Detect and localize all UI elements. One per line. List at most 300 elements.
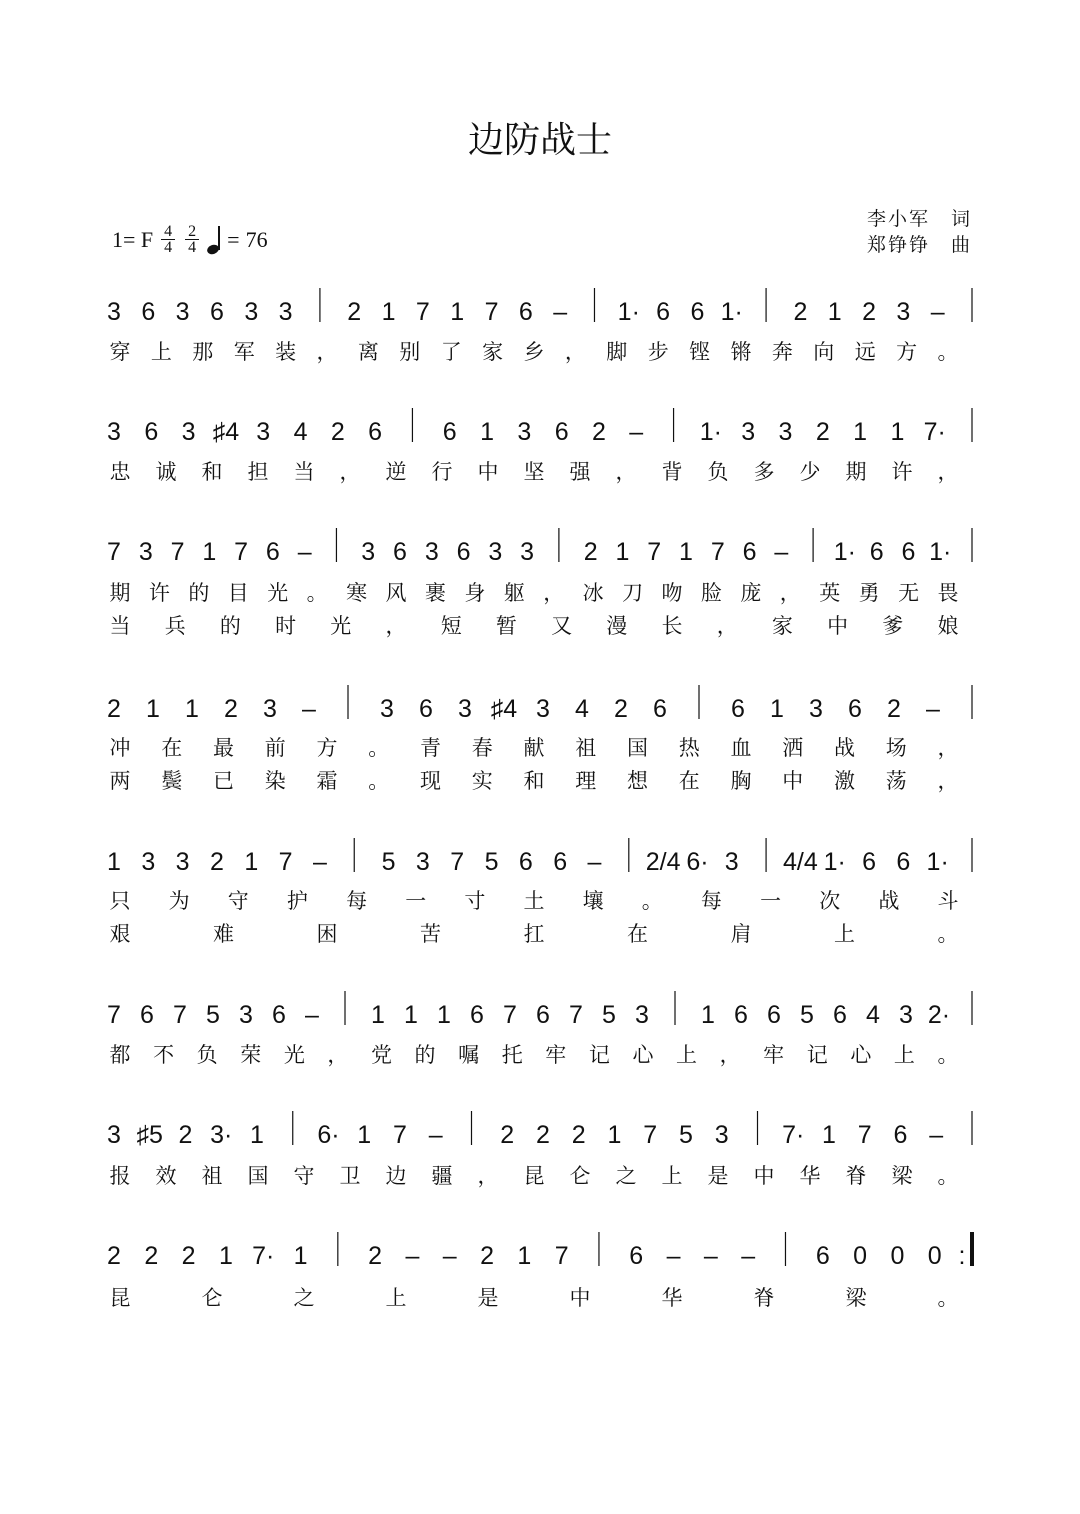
lyric-char: 中 <box>782 769 804 793</box>
lyric-char: 逆 <box>385 460 407 484</box>
jianpu-note: 1 <box>770 695 784 723</box>
lyric-char: 托 <box>501 1043 523 1067</box>
lyric-char: 又 <box>551 614 573 638</box>
lyric-char: 离 <box>357 340 379 364</box>
lyric-char: 每 <box>700 889 722 913</box>
jianpu-note: 0 <box>853 1242 868 1270</box>
jianpu-note: 3 <box>520 538 535 566</box>
lyric-char: 铿 <box>689 340 711 364</box>
lyric-char: 多 <box>753 460 775 484</box>
notation-line <box>0 991 1080 1041</box>
dash-note: – <box>428 1121 443 1149</box>
lyric-char: 战 <box>834 736 855 760</box>
lyric-char: 只 <box>109 889 131 913</box>
jianpu-note: 2 <box>536 1121 550 1149</box>
lyric-char: 牢 <box>763 1043 785 1067</box>
jianpu-note: 1 <box>822 1121 836 1149</box>
lyric-char: 想 <box>627 769 648 793</box>
lyric-char: 在 <box>678 769 700 793</box>
lyric-char: 许 <box>148 581 170 605</box>
jianpu-note: 5 <box>381 848 396 876</box>
jianpu-note: 2 <box>815 418 830 446</box>
jianpu-note: 1 <box>450 298 465 326</box>
lyric-char: 献 <box>523 736 545 760</box>
lyric-char: 现 <box>420 769 441 793</box>
jianpu-note: 1· <box>926 848 949 876</box>
lyric-char: 战 <box>878 889 900 913</box>
lyric-char: 一 <box>760 889 782 913</box>
lyric-char: 两 <box>109 769 131 793</box>
jianpu-note: 6 <box>144 418 159 446</box>
lyric-char: 都 <box>109 1043 131 1067</box>
lyric-char: 壤 <box>582 889 604 913</box>
lyric-char: 场 <box>885 736 907 760</box>
lyric-char: ， <box>316 340 338 364</box>
jianpu-note: 6 <box>272 1001 286 1029</box>
lyric-char: 强 <box>569 460 591 484</box>
jianpu-note: 3 <box>263 695 277 723</box>
lyric-char: 远 <box>854 340 876 364</box>
lyric-char: 脸 <box>700 581 722 605</box>
jianpu-note: 7 <box>710 538 725 566</box>
notation-line <box>0 685 1080 735</box>
lyric-char: 。 <box>937 340 959 364</box>
jianpu-note: 4/4 <box>783 848 818 876</box>
jianpu-note: 3 <box>141 848 156 876</box>
lyric-char: 染 <box>264 769 286 793</box>
lyric-char: 刀 <box>622 581 644 605</box>
jianpu-note: 2 <box>793 298 808 326</box>
lyric-char: 锵 <box>730 340 752 364</box>
quarter-note-icon <box>207 226 221 254</box>
jianpu-note: 3 <box>256 418 271 446</box>
jianpu-note: 3· <box>210 1121 233 1149</box>
repeat-dots: : <box>958 1242 966 1270</box>
jianpu-note: 2 <box>107 695 121 723</box>
lyric-char: 方 <box>896 340 918 364</box>
jianpu-note: 7 <box>170 538 185 566</box>
jianpu-note: 6 <box>734 1001 748 1029</box>
jianpu-note: 4 <box>293 418 308 446</box>
jianpu-note: 2 <box>571 1121 586 1149</box>
jianpu-note: 7· <box>923 418 946 446</box>
jianpu-note: 2 <box>181 1242 196 1270</box>
lyric-char: 仑 <box>201 1286 223 1310</box>
lyric-char: 华 <box>799 1164 821 1188</box>
lyric-char: 青 <box>420 736 441 760</box>
jianpu-note: 1· <box>823 848 846 876</box>
jianpu-note: 6 <box>742 538 757 566</box>
lyric-char: ， <box>779 581 801 605</box>
jianpu-note: 6 <box>656 298 671 326</box>
lyric-char: 卫 <box>339 1164 361 1188</box>
lyric-char: 光 <box>330 614 352 638</box>
lyric-char: 装 <box>275 340 297 364</box>
lyric-char: 心 <box>850 1043 872 1067</box>
jianpu-note: 2 <box>107 1242 121 1270</box>
key-signature <box>112 224 268 255</box>
lyric-char: 英 <box>819 581 841 605</box>
jianpu-note: 1 <box>437 1001 451 1029</box>
lyric-char: 苦 <box>420 922 441 946</box>
lyric-char: 奔 <box>771 340 793 364</box>
jianpu-note: 3 <box>278 298 293 326</box>
jianpu-note: 6 <box>368 418 383 446</box>
lyric-char: 一 <box>405 889 427 913</box>
lyric-char: 在 <box>627 922 648 946</box>
lyric-char: 国 <box>247 1164 269 1188</box>
jianpu-note: 3 <box>778 418 793 446</box>
jianpu-note: 7 <box>234 538 249 566</box>
lyric-char: 。 <box>368 769 390 793</box>
jianpu-note: ♯5 <box>136 1121 163 1149</box>
jianpu-note: 7 <box>484 298 499 326</box>
jianpu-note: 6 <box>265 538 280 566</box>
jianpu-note: 7 <box>554 1242 569 1270</box>
jianpu-note: 1 <box>146 695 160 723</box>
lyric-char: 光 <box>283 1043 305 1067</box>
lyric-char: 守 <box>227 889 249 913</box>
jianpu-note: 3 <box>635 1001 649 1029</box>
lyric-char: 身 <box>464 581 486 605</box>
jianpu-note: 6 <box>815 1242 830 1270</box>
jianpu-note: 3 <box>899 1001 913 1029</box>
lyric-char: 。 <box>937 1286 959 1310</box>
jianpu-note: 6 <box>442 418 457 446</box>
lyric-char: 爹 <box>882 614 904 638</box>
lyric-line <box>0 336 1080 370</box>
lyric-char: 。 <box>937 922 959 946</box>
lyric-char: 吻 <box>661 581 683 605</box>
lyric-char: 负 <box>707 460 729 484</box>
jianpu-note: 7 <box>415 298 430 326</box>
lyric-char: 脊 <box>845 1164 867 1188</box>
jianpu-note: 6 <box>536 1001 550 1029</box>
dash-note: – <box>774 538 789 566</box>
lyric-char: 和 <box>523 769 545 793</box>
dash-note: – <box>926 695 940 723</box>
lyric-char: 每 <box>346 889 368 913</box>
lyric-line <box>0 456 1080 490</box>
lyric-char: 理 <box>575 769 597 793</box>
lyric-char: 军 <box>233 340 255 364</box>
lyric-char: 扛 <box>523 922 545 946</box>
lyric-char: 党 <box>370 1043 392 1067</box>
jianpu-note: 0 <box>927 1242 942 1270</box>
lyric-char: 昆 <box>109 1286 131 1310</box>
lyric-char: 。 <box>306 581 328 605</box>
lyric-char: 前 <box>264 736 286 760</box>
jianpu-note: 3 <box>107 1121 121 1149</box>
jianpu-note: 3 <box>175 848 190 876</box>
lyric-char: ， <box>385 614 407 638</box>
jianpu-note: ♯4 <box>212 418 240 446</box>
jianpu-note: 7 <box>569 1001 583 1029</box>
jianpu-note: 2 <box>210 848 224 876</box>
jianpu-note: 1 <box>679 538 693 566</box>
dash-note: – <box>741 1242 756 1270</box>
lyric-char: 荣 <box>240 1043 262 1067</box>
jianpu-note: 2 <box>583 538 598 566</box>
jianpu-note: 4 <box>575 695 589 723</box>
lyric-char: 负 <box>196 1043 218 1067</box>
lyric-char: 裹 <box>424 581 446 605</box>
jianpu-note: 5 <box>484 848 499 876</box>
jianpu-note: 7· <box>252 1242 275 1270</box>
jianpu-note: 1 <box>250 1121 264 1149</box>
jianpu-note: ♯4 <box>490 695 518 723</box>
jianpu-note: 3 <box>809 695 823 723</box>
jianpu-note: 6· <box>317 1121 340 1149</box>
jianpu-note: 5 <box>206 1001 220 1029</box>
lyric-char: 步 <box>647 340 669 364</box>
lyric-char: 家 <box>482 340 504 364</box>
jianpu-note: 6 <box>210 298 224 326</box>
lyric-char: 风 <box>385 581 407 605</box>
jianpu-note: 1· <box>699 418 722 446</box>
lyric-line <box>0 1039 1080 1073</box>
lyric-char: 期 <box>109 581 131 605</box>
composer-credit: 郑铮铮 曲 <box>866 234 972 256</box>
lyric-char: 仑 <box>569 1164 591 1188</box>
lyric-char: 兵 <box>164 614 186 638</box>
jianpu-note: 7 <box>107 538 121 566</box>
jianpu-note: 2 <box>224 695 238 723</box>
lyric-char: 诚 <box>155 460 177 484</box>
jianpu-note: 7 <box>857 1121 872 1149</box>
jianpu-note: 7 <box>503 1001 517 1029</box>
dash-note: – <box>703 1242 718 1270</box>
lyric-char: 血 <box>730 736 752 760</box>
jianpu-note: 3 <box>181 418 196 446</box>
jianpu-note: 2 <box>368 1242 383 1270</box>
jianpu-note: 2 <box>862 298 876 326</box>
jianpu-note: 2 <box>887 695 901 723</box>
lyric-char: 期 <box>845 460 867 484</box>
lyric-char: 是 <box>707 1164 729 1188</box>
notation-line <box>0 1111 1080 1161</box>
time-signature-4-4: $\frac{4}{4}$ <box>161 224 175 255</box>
jianpu-note: 2 <box>144 1242 159 1270</box>
jianpu-note: 3 <box>107 298 121 326</box>
jianpu-note: 6 <box>653 695 667 723</box>
key-label: 1= F <box>112 226 154 252</box>
lyric-char: 上 <box>893 1043 915 1067</box>
notation-line <box>0 528 1080 578</box>
jianpu-note: 6 <box>553 848 568 876</box>
lyric-char: 中 <box>753 1164 775 1188</box>
notation-line <box>0 408 1080 458</box>
dash-note: – <box>405 1242 420 1270</box>
jianpu-note: 2 <box>330 418 345 446</box>
lyric-char: 向 <box>813 340 835 364</box>
jianpu-note: 7 <box>647 538 662 566</box>
lyric-char: 斗 <box>937 889 959 913</box>
jianpu-note: 7 <box>643 1121 658 1149</box>
lyric-char: 困 <box>316 922 338 946</box>
jianpu-note: 7 <box>173 1001 187 1029</box>
lyric-char: ， <box>327 1043 349 1067</box>
jianpu-note: 3 <box>107 418 121 446</box>
lyric-char: 庞 <box>740 581 762 605</box>
lyric-char: 胸 <box>730 769 752 793</box>
lyric-char: 之 <box>293 1286 315 1310</box>
lyric-char: 效 <box>155 1164 177 1188</box>
jianpu-note: 5 <box>679 1121 693 1149</box>
jianpu-note: 6 <box>862 848 876 876</box>
jianpu-note: 3 <box>714 1121 729 1149</box>
jianpu-note: 3 <box>536 695 550 723</box>
jianpu-note: 6 <box>470 1001 484 1029</box>
lyric-line <box>0 577 1080 611</box>
dash-note: – <box>302 695 316 723</box>
lyric-char: 不 <box>153 1043 175 1067</box>
lyric-char: 肩 <box>730 922 752 946</box>
lyric-char: 上 <box>150 340 172 364</box>
lyric-char: 漫 <box>606 614 628 638</box>
jianpu-note: 6 <box>848 695 862 723</box>
jianpu-note: 1 <box>381 298 396 326</box>
lyric-char: 和 <box>201 460 223 484</box>
jianpu-note: 1 <box>517 1242 532 1270</box>
jianpu-note: 6 <box>896 848 911 876</box>
lyric-char: 之 <box>615 1164 637 1188</box>
jianpu-note: 1 <box>701 1001 715 1029</box>
dash-note: – <box>629 418 644 446</box>
jianpu-note: 6 <box>833 1001 847 1029</box>
lyric-char: 上 <box>834 922 855 946</box>
jianpu-note: 6 <box>629 1242 644 1270</box>
lyric-char: ， <box>564 340 586 364</box>
lyric-char: 昆 <box>523 1164 545 1188</box>
jianpu-note: 1 <box>202 538 217 566</box>
jianpu-note: 2 <box>347 298 362 326</box>
lyric-char: 目 <box>227 581 249 605</box>
lyric-char: 实 <box>471 769 493 793</box>
lyric-char: 短 <box>440 614 462 638</box>
lyric-char: 无 <box>898 581 920 605</box>
lyric-char: ， <box>937 736 959 760</box>
notation-line <box>0 1232 1080 1282</box>
jianpu-note: 1 <box>293 1242 308 1270</box>
lyric-char: 。 <box>641 889 663 913</box>
lyric-char: 背 <box>661 460 683 484</box>
jianpu-note: 1 <box>218 1242 233 1270</box>
notation-line <box>0 288 1080 338</box>
lyric-char: ， <box>543 581 565 605</box>
song-title: 边防战士 <box>467 120 612 161</box>
jianpu-note: 3 <box>724 848 739 876</box>
lyric-line <box>0 885 1080 919</box>
jianpu-note: 6 <box>518 848 533 876</box>
lyric-char: 勇 <box>858 581 880 605</box>
lyric-char: 报 <box>109 1164 131 1188</box>
lyric-char: ， <box>937 769 959 793</box>
jianpu-note: 1 <box>480 418 494 446</box>
lyric-char: 暂 <box>495 614 517 638</box>
jianpu-note: 6 <box>140 1001 154 1029</box>
lyric-char: 躯 <box>503 581 525 605</box>
lyric-char: 冰 <box>582 581 604 605</box>
lyric-char: 为 <box>168 889 190 913</box>
jianpu-note: 3 <box>244 298 259 326</box>
lyric-char: 中 <box>477 460 499 484</box>
lyric-char: ， <box>615 460 637 484</box>
jianpu-note: 5 <box>602 1001 616 1029</box>
dash-note: – <box>553 298 568 326</box>
lyric-char: 难 <box>213 922 234 946</box>
lyric-char: 娘 <box>937 614 959 638</box>
lyric-char: 寸 <box>464 889 486 913</box>
jianpu-note: 1· <box>617 298 640 326</box>
lyric-char: 梁 <box>845 1286 867 1310</box>
lyric-line <box>0 732 1080 766</box>
jianpu-note: 1 <box>107 848 121 876</box>
lyric-line <box>0 1160 1080 1194</box>
lyric-char: 方 <box>316 736 338 760</box>
jianpu-note: 3 <box>458 695 472 723</box>
lyric-char: 那 <box>192 340 214 364</box>
lyric-char: 。 <box>368 736 390 760</box>
lyric-char: 乡 <box>523 340 545 364</box>
jianpu-note: 6 <box>901 538 916 566</box>
jianpu-note: 6 <box>690 298 705 326</box>
jianpu-note: 2/4 <box>645 848 681 876</box>
jianpu-note: 1· <box>833 538 856 566</box>
lyric-char: 当 <box>293 460 315 484</box>
tempo-equals: = <box>227 226 240 252</box>
jianpu-note: 6 <box>456 538 471 566</box>
jianpu-note: 6 <box>554 418 569 446</box>
lyric-char: 寒 <box>346 581 368 605</box>
lyric-char: ， <box>937 460 959 484</box>
dash-note: – <box>312 848 327 876</box>
time-signature-2-4: $\frac{2}{4}$ <box>185 224 199 255</box>
lyric-char: 次 <box>819 889 841 913</box>
jianpu-note: 6· <box>686 848 709 876</box>
lyric-char: 家 <box>771 614 793 638</box>
lyric-char: 。 <box>937 1043 959 1067</box>
lyric-char: 边 <box>385 1164 407 1188</box>
jianpu-note: 2 <box>500 1121 515 1149</box>
dash-note: – <box>929 1121 944 1149</box>
jianpu-note: 1 <box>404 1001 418 1029</box>
lyric-char: 忠 <box>109 460 131 484</box>
lyric-char: 中 <box>569 1286 591 1310</box>
lyric-char: 记 <box>588 1043 610 1067</box>
jianpu-note: 1· <box>720 298 743 326</box>
lyric-char: 行 <box>431 460 453 484</box>
jianpu-note: 3 <box>138 538 153 566</box>
lyric-char: 祖 <box>575 736 597 760</box>
jianpu-note: 3 <box>488 538 503 566</box>
jianpu-note: 1 <box>371 1001 385 1029</box>
jianpu-note: 6 <box>393 538 407 566</box>
jianpu-note: 3 <box>380 695 394 723</box>
lyric-char: 的 <box>219 614 241 638</box>
lyric-char: 别 <box>399 340 421 364</box>
jianpu-note: 2 <box>614 695 628 723</box>
jianpu-note: 6 <box>141 298 156 326</box>
lyric-char: 中 <box>827 614 849 638</box>
lyric-char: 少 <box>799 460 821 484</box>
lyric-char: 华 <box>661 1286 683 1310</box>
lyric-char: ， <box>477 1164 499 1188</box>
lyric-char: 穿 <box>109 340 131 364</box>
lyric-char: 长 <box>661 614 683 638</box>
lyric-char: 在 <box>161 736 183 760</box>
lyric-char: 的 <box>188 581 210 605</box>
